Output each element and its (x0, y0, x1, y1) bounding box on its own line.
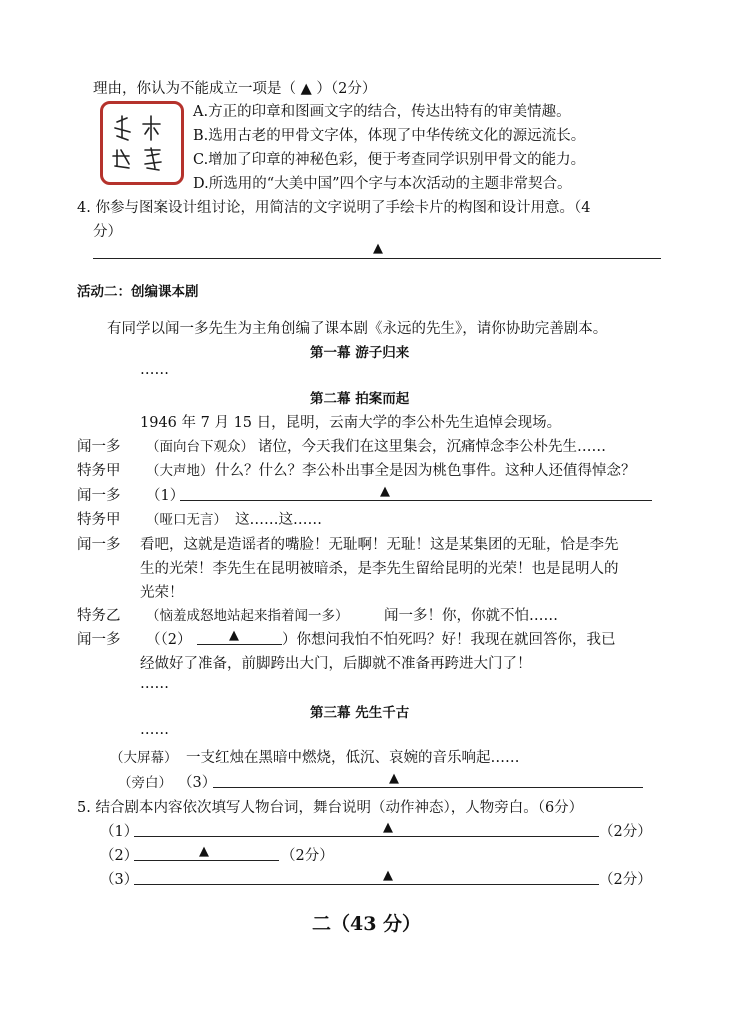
stage-direction: （恼羞成怒地站起来指着闻一多） (146, 608, 349, 624)
answer-marker: ▲ (373, 241, 383, 256)
stage-direction: （大声地） (146, 463, 214, 479)
ellipsis: …… (140, 722, 169, 738)
q4-prompt-end: 分） (93, 224, 122, 240)
blank-2-line[interactable] (197, 644, 282, 645)
q4-prompt: 4. 你参与图案设计组讨论，用简洁的文字说明了手绘卡片的构图和设计用意。（4 (77, 200, 591, 216)
q4-answer-line[interactable] (93, 258, 661, 259)
dialogue: 光荣！ (140, 585, 184, 601)
answer-marker: ▲ (229, 628, 239, 643)
dialogue: 什么？什么？李公朴出事全是因为桃色事件。这种人还值得悼念？ (215, 463, 636, 479)
q5-answer-3-line[interactable] (134, 884, 599, 885)
dialogue: 诸位，今天我们在这里集会，沉痛悼念李公朴先生…… (258, 439, 606, 455)
dialogue: 看吧，这就是造谣者的嘴脸！无耻啊！无耻！这是某集团的无耻，恰是李先 (140, 537, 619, 553)
dialogue: 这……这…… (235, 512, 322, 528)
stage-direction: （面向台下观众） (146, 439, 254, 455)
stage-direction: （旁白） (118, 775, 172, 791)
blank-number: （1） (146, 488, 185, 504)
activity2-title: 活动二：创编课本剧 (77, 284, 199, 300)
speaker: 闻一多 (77, 632, 121, 648)
q3-option-b: B.选用古老的甲骨文字体，体现了中华传统文化的源远流长。 (193, 128, 586, 144)
speaker: 闻一多 (77, 439, 121, 455)
answer-number: （3） (100, 872, 139, 888)
answer-marker: ▲ (199, 844, 209, 859)
section-heading: 二（43 分） (312, 913, 422, 935)
stage-direction: （哑口无言） (146, 512, 227, 528)
blank-number: （3） (178, 775, 217, 791)
ellipsis: …… (140, 362, 169, 378)
answer-number: （1） (100, 824, 139, 840)
dialogue: 生的光荣！李先生在昆明被暗杀，是李先生留给昆明的光荣！也是昆明人的 (140, 561, 619, 577)
q5-answer-2-line[interactable] (134, 860, 279, 861)
q3-intro: 理由，你认为不能成立一项是（ ▲ ）（2分） (93, 81, 377, 97)
answer-marker: ▲ (383, 868, 393, 883)
speaker: 特务甲 (77, 512, 121, 528)
seal-glyphs-icon (103, 104, 181, 182)
stage-direction: （大屏幕） (110, 750, 178, 766)
speaker: 特务乙 (77, 608, 121, 624)
dialogue: 一支红烛在黑暗中燃烧，低沉、哀婉的音乐响起…… (186, 750, 520, 766)
points-label: （2分） (599, 824, 652, 840)
blank-number: （（2） (146, 632, 192, 648)
act2-title: 第二幕 拍案而起 (310, 391, 410, 407)
answer-marker: ▲ (383, 820, 393, 835)
q5-prompt: 5. 结合剧本内容依次填写人物台词，舞台说明（动作神态），人物旁白。（6分） (77, 800, 584, 816)
activity2-intro: 有同学以闻一多先生为主角创编了课本剧《永远的先生》，请你协助完善剧本。 (107, 321, 608, 337)
blank-1-line[interactable] (180, 500, 652, 501)
dialogue: 经做好了准备，前脚跨出大门，后脚就不准备再跨进大门了！ (140, 656, 532, 672)
dialogue: ）你想问我怕不怕死吗？好！我现在就回答你，我已 (282, 632, 616, 648)
q5-answer-1-line[interactable] (134, 836, 599, 837)
seal-image (100, 101, 184, 185)
points-label: （2分） (599, 872, 652, 888)
ellipsis: …… (140, 676, 169, 692)
speaker: 闻一多 (77, 537, 121, 553)
act3-title: 第三幕 先生千古 (310, 705, 410, 721)
dialogue: 闻一多！你，你就不怕…… (384, 608, 558, 624)
points-label: （2分） (281, 848, 334, 864)
speaker: 闻一多 (77, 488, 121, 504)
act1-title: 第一幕 游子归来 (310, 345, 410, 361)
q3-option-d: D.所选用的“大美中国”四个字与本次活动的主题非常契合。 (193, 176, 572, 192)
q3-option-c: C.增加了印章的神秘色彩，便于考查同学识别甲骨文的能力。 (193, 152, 586, 168)
answer-marker: ▲ (389, 771, 399, 786)
speaker: 特务甲 (77, 463, 121, 479)
answer-number: （2） (100, 848, 139, 864)
blank-3-line[interactable] (213, 787, 643, 788)
answer-marker: ▲ (380, 484, 390, 499)
q3-option-a: A.方正的印章和图画文字的结合，传达出特有的审美情趣。 (193, 104, 571, 120)
act2-setting: 1946 年 7 月 15 日，昆明，云南大学的李公朴先生追悼会现场。 (140, 415, 562, 431)
